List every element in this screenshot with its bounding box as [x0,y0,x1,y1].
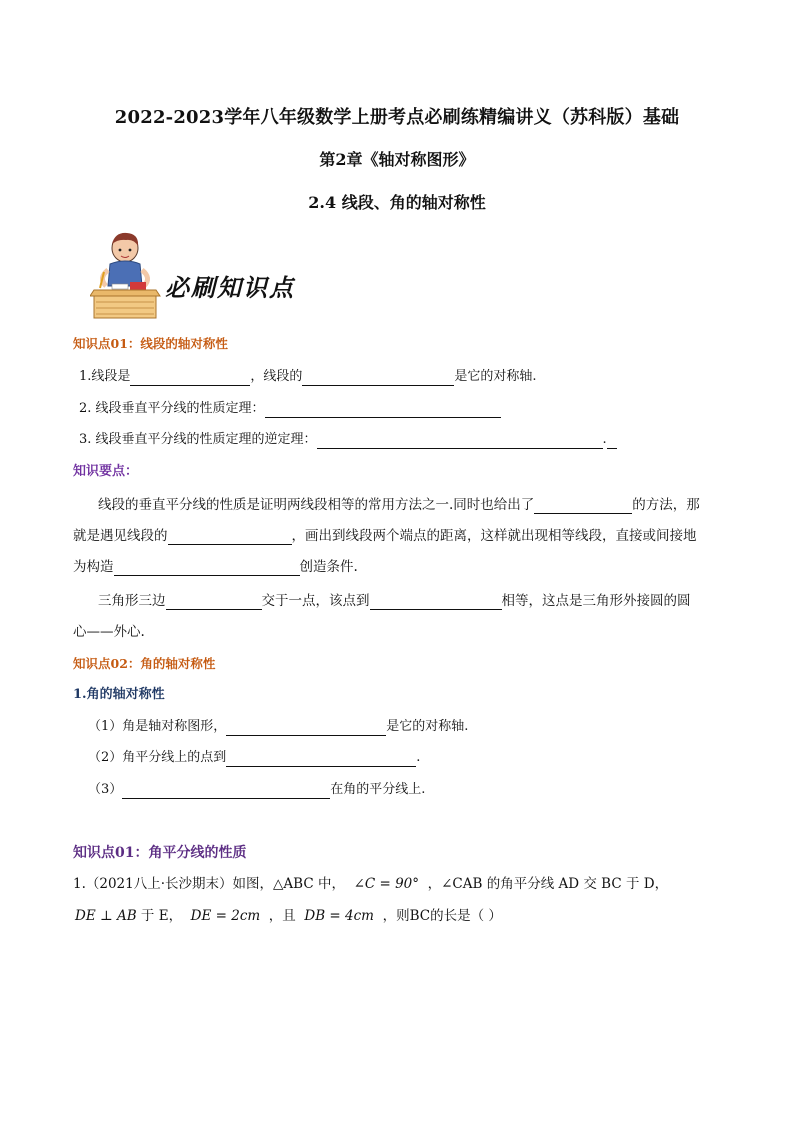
k2-line-3 [88,781,425,799]
essentials-paragraph-line-4 [98,592,691,610]
fill-blank[interactable] [607,434,617,449]
k1-line-3-post: . [602,432,607,447]
fill-blank[interactable] [130,371,250,386]
essentials-text: 创造条件. [299,559,358,575]
essentials-heading: 知识要点： [73,464,139,479]
k2-line-2-pre: （2）角平分线上的点到 [88,750,227,765]
fill-blank[interactable] [166,595,262,610]
essentials-text: 三角形三边 [98,593,166,609]
k2-line-1-post: 是它的对称轴. [386,719,469,734]
essentials-text: 的方法，那 [632,497,700,513]
fill-blank[interactable] [114,561,300,576]
k2-line-3-post: 在角的平分线上. [330,782,426,797]
essentials-text: 为构造 [73,559,114,575]
fill-blank[interactable] [534,499,632,514]
k2-line-2 [88,749,420,767]
fill-blank[interactable] [226,721,386,736]
chapter-title: 第2章《轴对称图形》 [319,150,475,169]
fill-blank[interactable] [168,530,292,545]
section-title: 2.4 线段、角的轴对称性 [308,193,486,212]
question-text: 1.（2021八上·长沙期末）如图， [73,876,274,892]
math-expression: DB = 4cm [304,908,374,924]
question-text: ，则BC的长是（ ） [382,908,502,924]
exercise-section-heading: 知识点01：角平分线的性质 [73,845,247,861]
k1-line-3-pre: 3. 线段垂直平分线的性质定理的逆定理： [79,432,317,447]
fill-blank[interactable] [226,752,416,767]
k2-subheading: 1.角的轴对称性 [73,687,165,702]
k1-line-1-mid: ，线段的 [250,369,303,384]
k2-line-2-post: . [416,750,421,765]
k1-line-1-pre: 1.线段是 [79,369,131,384]
question-1-line-2 [75,907,502,925]
fill-blank[interactable] [302,371,454,386]
k2-line-3-pre: （3） [88,782,123,797]
fill-blank[interactable] [370,595,502,610]
k1-line-3 [79,431,617,449]
essentials-text: 交于一点，该点到 [261,593,370,609]
k1-line-2 [79,400,501,418]
essentials-text: ，画出到线段两个端点的距离，这样就出现相等线段，直接或间接地 [291,528,697,544]
essentials-paragraph-line-3 [73,558,358,576]
fill-blank[interactable] [317,434,603,449]
question-1-line-1 [73,875,668,893]
essentials-paragraph-line-1 [98,496,700,514]
question-text: △ABC [273,876,314,892]
essentials-text: 就是遇见线段的 [73,528,168,544]
banner-title: 必刷知识点 [165,274,295,302]
k2-line-1-pre: （1）角是轴对称图形， [88,719,227,734]
math-expression: ∠C = 90° [353,876,420,892]
essentials-text: 相等，这点是三角形外接圆的圆 [501,593,691,609]
fill-blank[interactable] [122,784,330,799]
question-text: ，∠CAB 的角平分线 AD 交 BC 于 D， [427,876,669,892]
k1-line-2-pre: 2. 线段垂直平分线的性质定理： [79,401,265,416]
fill-blank[interactable] [265,403,501,418]
essentials-text: 线段的垂直平分线的性质是证明两线段相等的常用方法之一.同时也给出了 [98,497,535,513]
k2-line-1 [88,718,468,736]
k1-line-1-post: 是它的对称轴. [454,369,537,384]
math-expression: DE ⊥ AB [75,908,137,924]
knowledge-point-2-heading: 知识点02：角的轴对称性 [73,656,216,671]
k1-line-1 [79,368,537,386]
document-title: 2022-2023学年八年级数学上册考点必刷练精编讲义（苏科版）基础 [114,107,680,128]
question-text: ，且 [268,908,301,924]
knowledge-point-1-heading: 知识点01：线段的轴对称性 [73,336,228,351]
essentials-paragraph-line-2 [73,527,697,545]
question-text: 中， [313,876,345,892]
question-text: 于 E， [136,908,183,924]
essentials-paragraph-line-5: 心——外心. [73,624,145,640]
math-expression: DE = 2cm [190,908,261,924]
